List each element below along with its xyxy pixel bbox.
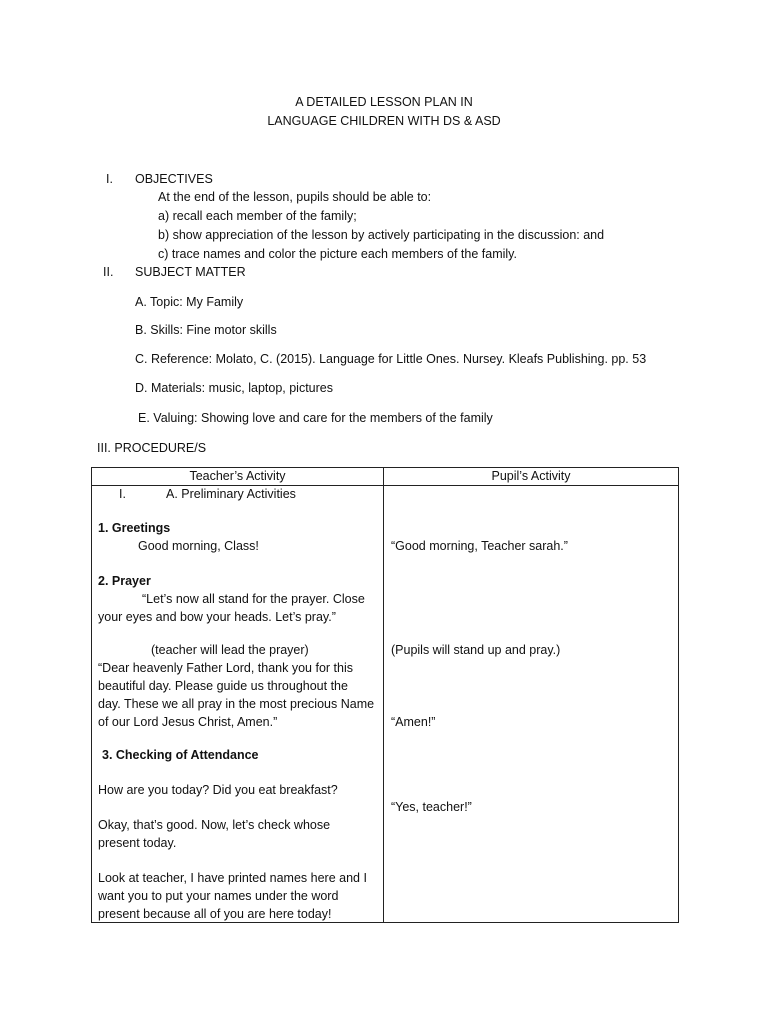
prayer-invite-line: your eyes and bow your heads. Let’s pray.” [98, 610, 336, 624]
lead-prayer-note: (teacher will lead the prayer) [151, 643, 309, 657]
objectives-heading: OBJECTIVES [135, 172, 213, 186]
pupil-activity-cell [384, 486, 679, 923]
attendance-question: How are you today? Did you eat breakfast? [98, 783, 338, 797]
teacher-activity-cell [92, 486, 384, 923]
prayer-text-line: “Dear heavenly Father Lord, thank you for this [98, 661, 353, 675]
procedure-table [91, 467, 679, 923]
procedure-heading: III. PROCEDURE/S [97, 441, 207, 455]
subject-matter-heading: SUBJECT MATTER [135, 265, 246, 279]
greetings-heading: 1. Greetings [98, 521, 171, 535]
pupil-stand-pray: (Pupils will stand up and pray.) [391, 643, 561, 657]
prayer-text-line: of our Lord Jesus Christ, Amen.” [98, 715, 278, 729]
subject-topic: A. Topic: My Family [135, 295, 244, 309]
objective-item: a) recall each member of the family; [158, 209, 357, 223]
prayer-text-line: day. These we all pray in the most precious Name [98, 697, 375, 711]
objective-item: c) trace names and color the picture each members of the family. [158, 247, 517, 261]
greetings-text: Good morning, Class! [138, 539, 259, 553]
subject-skills: B. Skills: Fine motor skills [135, 323, 277, 337]
objective-item: b) show appreciation of the lesson by actively participating in the discussion: and [158, 228, 605, 242]
subject-reference: C. Reference: Molato, C. (2015). Language for Little Ones. Nursey. Kleafs Publishing. pp. 53 [135, 352, 647, 366]
prelim-label: A. Preliminary Activities [166, 487, 296, 501]
pupil-amen: “Amen!” [391, 715, 436, 729]
objectives-intro: At the end of the lesson, pupils should be able to: [158, 190, 432, 204]
attendance-names-line: Look at teacher, I have printed names here and I [98, 871, 367, 885]
document-title-line2: LANGUAGE CHILDREN WITH DS & ASD [267, 114, 501, 128]
prelim-numeral: I. [119, 487, 126, 501]
objectives-numeral: I. [106, 172, 113, 186]
subject-valuing: E. Valuing: Showing love and care for the members of the family [138, 411, 493, 425]
attendance-names-line: present because all of you are here today! [98, 907, 332, 921]
pupil-activity-header: Pupil’s Activity [384, 468, 679, 486]
attendance-check-line: Okay, that’s good. Now, let’s check whose [98, 818, 331, 832]
attendance-check-line: present today. [98, 836, 177, 850]
document-title-line1: A DETAILED LESSON PLAN IN [295, 95, 473, 109]
attendance-names-line: want you to put your names under the word [98, 889, 339, 903]
prayer-invite-line: “Let’s now all stand for the prayer. Close [142, 592, 365, 606]
attendance-heading: 3. Checking of Attendance [102, 748, 259, 762]
subject-materials: D. Materials: music, laptop, pictures [135, 381, 333, 395]
teacher-activity-header: Teacher’s Activity [92, 468, 384, 486]
pupil-greeting-reply: “Good morning, Teacher sarah.” [391, 539, 568, 553]
pupil-yes-teacher: “Yes, teacher!” [391, 800, 472, 814]
prayer-text-line: beautiful day. Please guide us throughout the [98, 679, 348, 693]
prayer-heading: 2. Prayer [98, 574, 151, 588]
subject-matter-numeral: II. [103, 265, 114, 279]
